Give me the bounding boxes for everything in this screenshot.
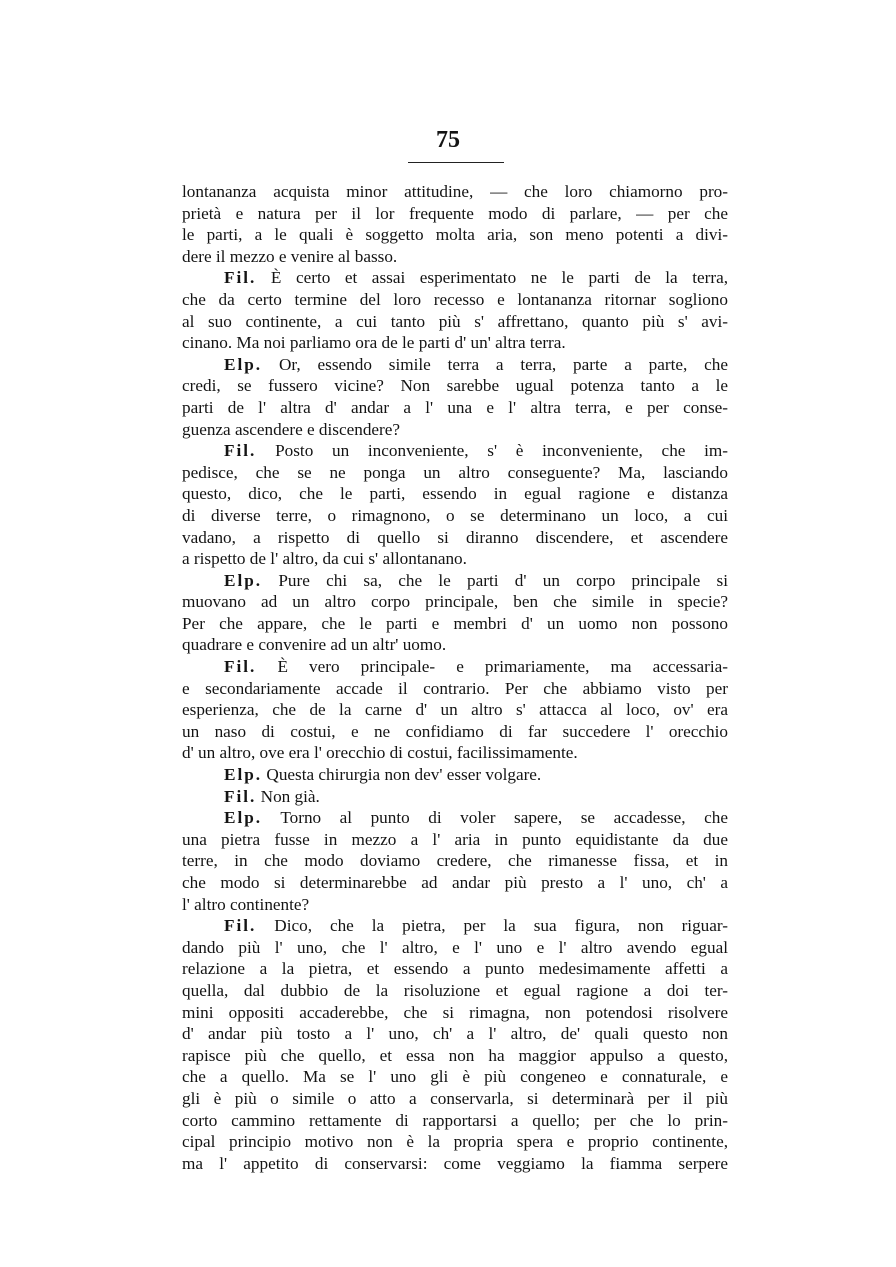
text-line	[182, 915, 728, 937]
text-line	[182, 634, 728, 656]
line-text: Per che appare, che le parti e membri d' un uomo non possono	[182, 613, 728, 633]
line-text: di diverse terre, o rimagnono, o se determinano un loco, a cui	[182, 505, 728, 525]
line-text: dando più l' uno, che l' altro, e l' uno e l' altro avendo egual	[182, 937, 728, 957]
line-text: È certo et assai esperimentato ne le parti de la terra,	[256, 268, 728, 288]
line-text: Questa chirurgia non dev' esser volgare.	[262, 765, 542, 785]
line-text: cinano. Ma noi parliamo ora de le parti d' un' altra terra.	[182, 333, 566, 353]
line-text: le parti, a le quali è soggetto molta aria, son meno potenti a divi-	[182, 225, 728, 245]
text-line	[182, 570, 728, 592]
text-line	[182, 764, 728, 786]
text-line	[182, 786, 728, 808]
text-line	[182, 613, 728, 635]
speaker-label: Elp.	[224, 765, 263, 785]
speaker-label: Fil.	[224, 268, 257, 288]
text-line	[182, 829, 728, 851]
text-line	[182, 332, 728, 354]
speaker-label: Fil.	[224, 786, 257, 806]
line-text: Posto un inconveniente, s' è inconveniente, che im-	[256, 441, 728, 461]
text-line	[182, 980, 728, 1002]
line-text: e secondariamente accade il contrario. Per che abbiamo visto per	[182, 678, 728, 698]
text-line	[182, 462, 728, 484]
line-text: che a quello. Ma se l' uno gli è più congeneo e connaturale, e	[182, 1067, 728, 1087]
line-text: un naso di costui, e ne confidiamo di far succedere l' orecchio	[182, 721, 728, 741]
line-text: d' andar più tosto a l' uno, ch' a l' altro, de' quali questo non	[182, 1024, 728, 1044]
text-line	[182, 721, 728, 743]
text-line	[182, 354, 728, 376]
line-text: rapisce più che quello, et essa non ha maggior appulso a questo,	[182, 1045, 728, 1065]
line-text: quella, dal dubbio de la risoluzione et egual ragione a doi ter-	[182, 980, 728, 1000]
line-text: lontananza acquista minor attitudine, — che loro chiamorno pro-	[182, 182, 728, 201]
line-text: che modo si determinarebbe ad andar più presto a l' uno, ch' a	[182, 873, 728, 892]
text-line	[182, 505, 728, 527]
line-text: terre, in che modo doviamo credere, che rimanesse fissa, et in	[182, 851, 728, 871]
line-text: dere il mezzo e venire al basso.	[182, 246, 398, 266]
text-line	[182, 807, 728, 829]
line-text: l' altro continente?	[182, 894, 310, 914]
speaker-label: Elp.	[224, 354, 263, 374]
line-text: pedisce, che se ne ponga un altro conseguente? Ma, lasciando	[182, 462, 728, 482]
line-text: guenza ascendere e discendere?	[182, 419, 401, 439]
text-line	[182, 548, 728, 570]
text-line	[182, 1023, 728, 1045]
line-text: mini oppositi accaderebbe, che si rimagna, non potendosi risolvere	[182, 1002, 728, 1022]
text-line	[182, 311, 728, 333]
line-text: corto cammino rettamente di rapportarsi a quello; per che lo prin-	[182, 1110, 728, 1130]
text-line	[182, 1002, 728, 1024]
line-text: questo, dico, che le parti, essendo in egual ragione e distanza	[182, 484, 728, 504]
line-text: Torno al punto di voler sapere, se accadesse, che	[262, 808, 728, 828]
text-line	[182, 1088, 728, 1110]
line-text: al suo continente, a cui tanto più s' affrettano, quanto più s' avi-	[182, 311, 728, 331]
text-line	[182, 527, 728, 549]
speaker-label: Fil.	[224, 657, 257, 677]
line-text: cipal principio motivo non è la propria spera e proprio continente,	[182, 1132, 728, 1152]
line-text: vadano, a rispetto di quello si diranno discendere, et ascendere	[182, 527, 728, 547]
line-text: prietà e natura per il lor frequente modo di parlare, — per che	[182, 203, 728, 223]
text-line	[182, 958, 728, 980]
line-text: a rispetto de l' altro, da cui s' allontanano.	[182, 549, 467, 569]
text-line	[182, 181, 728, 203]
text-line	[182, 224, 728, 246]
text-line	[182, 1110, 728, 1132]
line-text: gli è più o simile o atto a conservarla, si determinarà per il più	[182, 1088, 728, 1108]
text-line	[182, 872, 728, 894]
text-line	[182, 742, 728, 764]
text-line	[182, 850, 728, 872]
line-text: È vero principale- e primariamente, ma accessaria-	[256, 657, 728, 677]
line-text: d' un altro, ove era l' orecchio di costui, facilissimamente.	[182, 743, 578, 763]
text-line	[182, 1131, 728, 1153]
text-line	[182, 419, 728, 441]
header-rule	[408, 162, 504, 163]
page-number: 75	[436, 127, 460, 153]
text-line	[182, 1045, 728, 1067]
speaker-label: Elp.	[224, 808, 263, 828]
text-line	[182, 267, 728, 289]
line-text: che da certo termine del loro recesso e lontananza ritornar sogliono	[182, 289, 728, 309]
text-line	[182, 1066, 728, 1088]
text-line	[182, 1153, 728, 1175]
line-text: Pure chi sa, che le parti d' un corpo principale si	[262, 570, 728, 590]
text-line	[182, 591, 728, 613]
line-text: Or, essendo simile terra a terra, parte a parte, che	[262, 354, 728, 374]
text-line	[182, 289, 728, 311]
text-line	[182, 483, 728, 505]
body-text	[182, 181, 728, 1174]
line-text: parti de l' altra d' andar a l' una e l' altra terra, e per conse-	[182, 397, 728, 417]
line-text: una pietra fusse in mezzo a l' aria in punto equidistante da due	[182, 829, 728, 849]
text-line	[182, 375, 728, 397]
speaker-label: Fil.	[224, 441, 257, 461]
line-text: relazione a la pietra, et essendo a punto medesimamente affetti a	[182, 959, 728, 979]
text-line	[182, 656, 728, 678]
line-text: Non già.	[256, 786, 320, 806]
text-line	[182, 397, 728, 419]
text-line	[182, 246, 728, 268]
text-line	[182, 440, 728, 462]
text-line	[182, 699, 728, 721]
text-line	[182, 678, 728, 700]
line-text: muovano ad un altro corpo principale, ben che simile in specie?	[182, 592, 728, 612]
line-text: esperienza, che de la carne d' un altro s' attacca al loco, ov' era	[182, 700, 728, 720]
speaker-label: Elp.	[224, 570, 263, 590]
text-line	[182, 937, 728, 959]
text-line	[182, 203, 728, 225]
line-text: ma l' appetito di conservarsi: come veggiamo la fiamma serpere	[182, 1153, 728, 1173]
text-line	[182, 894, 728, 916]
speaker-label: Fil.	[224, 916, 257, 936]
line-text: credi, se fussero vicine? Non sarebbe ugual potenza tanto a le	[182, 376, 728, 396]
line-text: quadrare e convenire ad un altr' uomo.	[182, 635, 447, 655]
line-text: Dico, che la pietra, per la sua figura, non riguar-	[256, 916, 728, 936]
